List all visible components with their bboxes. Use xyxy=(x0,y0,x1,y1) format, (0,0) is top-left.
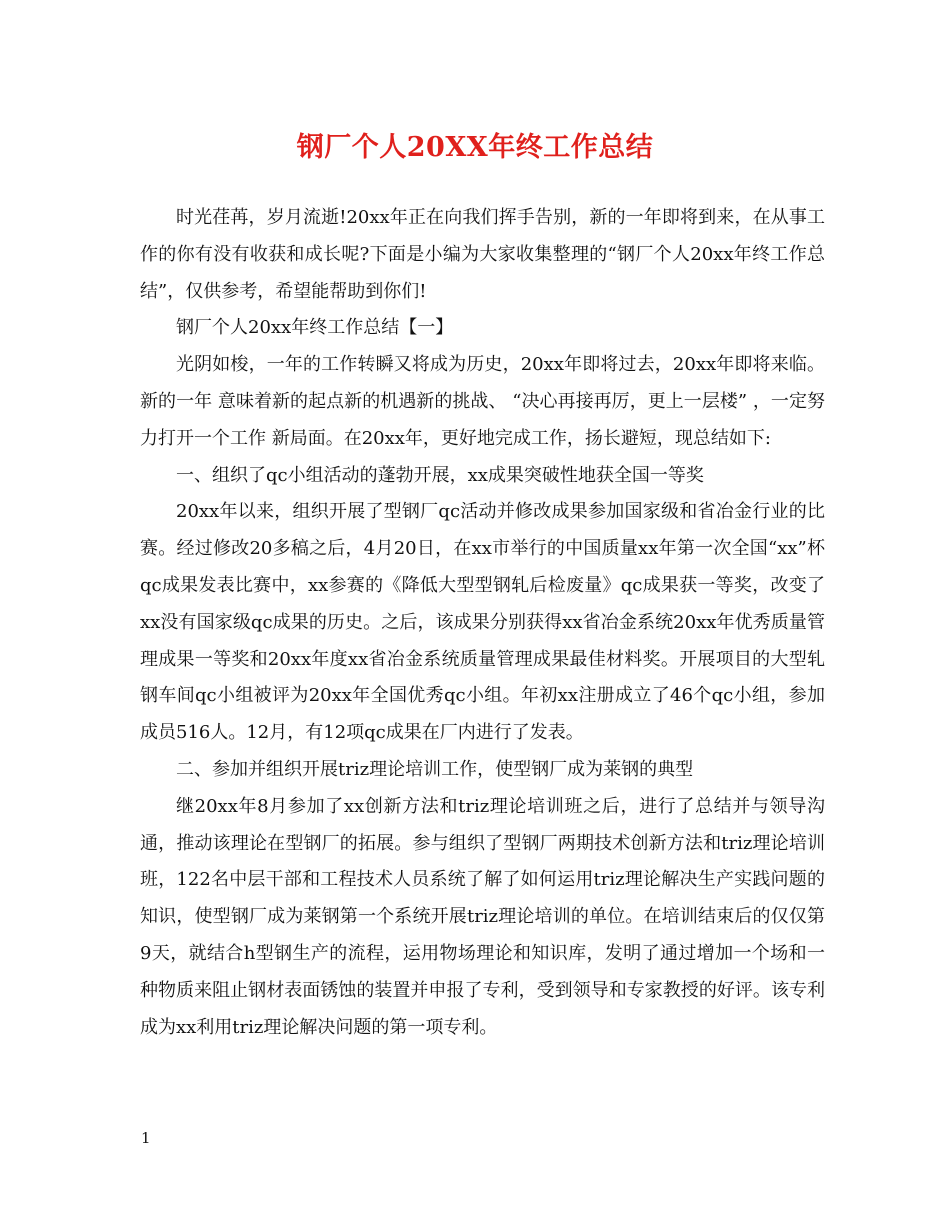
intro-paragraph: 时光荏苒，岁月流逝!20xx年正在向我们挥手告别，新的一年即将到来，在从事工作的你有没有收获和成长呢?下面是小编为大家收集整理的“钢厂个人20xx年终工作总结”，仅供参考，希望能帮助到你们! xyxy=(140,207,825,302)
body-paragraph: 20xx年以来，组织开展了型钢厂qc活动并修改成果参加国家级和省冶金行业的比赛。经过修改20多稿之后，4月20日，在xx市举行的中国质量xx年第一次全国“xx”杯qc成果发表比赛中，xx参赛的《降低大型型钢轧后检废量》qc成果获一等奖，改变了xx没有国家级qc成果的历史。之后，该成果分别获得xx省冶金系统20xx年优秀质量管理成果一等奖和20xx年度xx省冶金系统质量管理成果最佳材料奖。开展项目的大型轧钢车间qc小组被评为20xx年全国优秀qc小组。年初xx注册成立了46个qc小组，参加成员516人。12月，有12项qc成果在厂内进行了发表。 xyxy=(140,501,825,744)
point-heading: 一、组织了qc小组活动的蓬勃开展，xx成果突破性地获全国一等奖 xyxy=(176,464,704,486)
section-heading: 钢厂个人20xx年终工作总结【一】 xyxy=(176,317,454,339)
page-number: 1 xyxy=(141,1129,151,1147)
body-paragraph: 继20xx年8月参加了xx创新方法和triz理论培训班之后，进行了总结并与领导沟通，推动该理论在型钢厂的拓展。参与组织了型钢厂两期技术创新方法和triz理论培训班，122名中层干部和工程技术人员系统了解了如何运用triz理论解决生产实践问题的知识，使型钢厂成为莱钢第一个系统开展triz理论培训的单位。在培训结束后的仅仅第9天，就结合h型钢生产的流程，运用物场理论和知识库，发明了通过增加一个场和一种物质来阻止钢材表面锈蚀的装置并申报了专利，受到领导和专家教授的好评。该专利成为xx利用triz理论解决问题的第一项专利。 xyxy=(140,795,825,1038)
document-title: 钢厂个人20XX年终工作总结 xyxy=(296,132,654,163)
point-heading: 二、参加并组织开展triz理论培训工作，使型钢厂成为莱钢的典型 xyxy=(176,758,694,780)
body-paragraph: 光阴如梭，一年的工作转瞬又将成为历史，20xx年即将过去，20xx年即将来临。新的一年 意味着新的起点新的机遇新的挑战、 “决心再接再厉，更上一层楼” ，一定努力打开一个工作 新局面。在20xx年，更好地完成工作，扬长避短，现总结如下: xyxy=(140,354,825,449)
document-body xyxy=(140,200,825,1046)
